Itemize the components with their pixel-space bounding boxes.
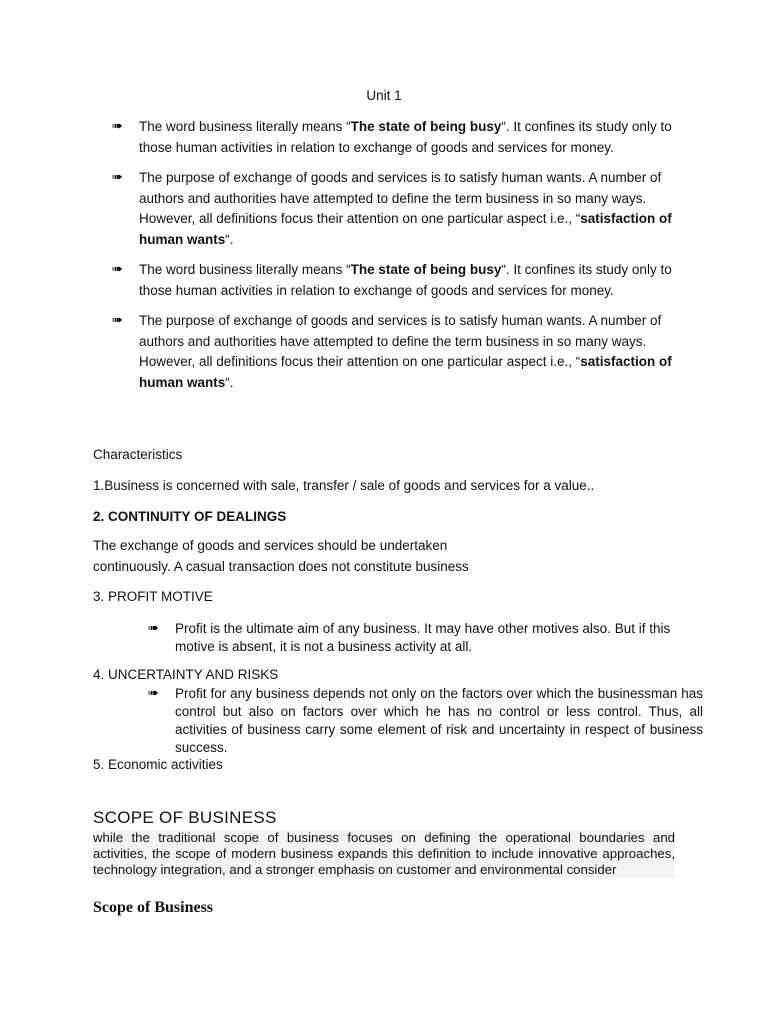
characteristic-item-2-heading: 2. CONTINUITY OF DEALINGS: [93, 509, 287, 524]
uncertainty-bullet: [148, 685, 703, 757]
scope-highlighted-text: while the traditional scope of business focuses on defining the operational boundaries and activities, the scope of modern business expands this definition to include innovative approaches, technology integration, and a stronger emphasis on customer and environmental consider: [93, 830, 675, 877]
characteristic-item-4-heading: 4. UNCERTAINTY AND RISKS: [93, 667, 279, 682]
bullet-text: Profit for any business depends not only on the factors over which the businessman has control but also on factors over which he has no control or less control. Thus, all activities of business carry some element of risk and uncertainty in respect of business success.: [175, 686, 703, 755]
characteristic-item-3-heading: 3. PROFIT MOTIVE: [93, 589, 213, 604]
bullet-text-end: “. It confines its study only to those human activities in relation to exchange of goods and services for money.: [139, 119, 672, 155]
bullet-bold-text: satisfaction of human wants: [139, 354, 672, 390]
bullet-text: Profit is the ultimate aim of any business. It may have other motives also. But if this motive is absent, it is not a business activity at all.: [175, 621, 671, 654]
profit-motive-bullet: [148, 620, 703, 656]
characteristic-item-5-heading: 5. Economic activities: [93, 757, 223, 772]
bullet-text-end: “.: [225, 231, 234, 247]
right-pointing-hand-icon: ➠: [112, 313, 123, 328]
characteristics-heading: Characteristics: [93, 447, 183, 462]
right-pointing-hand-icon: ➠: [112, 170, 123, 185]
bullet-text: The word business literally means “: [139, 119, 351, 134]
definition-bullet-list: [112, 117, 672, 403]
unit-title: Unit 1: [366, 88, 402, 103]
definition-bullet: [112, 311, 672, 393]
scope-heading: SCOPE OF BUSINESS: [93, 808, 277, 827]
bullet-bold-text: The state of being busy: [350, 262, 502, 277]
bullet-bold-text: satisfaction of human wants: [139, 211, 672, 247]
bullet-text-end: “.: [225, 374, 234, 390]
bullet-bold-text: The state of being busy: [350, 119, 502, 134]
definition-bullet: [112, 117, 672, 158]
right-pointing-hand-icon: ➠: [112, 119, 123, 134]
right-pointing-hand-icon: ➠: [148, 686, 159, 701]
right-pointing-hand-icon: ➠: [148, 621, 159, 636]
characteristic-item-2-text: The exchange of goods and services should be undertaken continuously. A casual transaction does not constitute business: [93, 538, 469, 574]
bullet-text: The purpose of exchange of goods and services is to satisfy human wants. A number of authors and authorities have attempted to define the term business in so many ways. However, all definitions focus their attention on one particular aspect i.e., “: [139, 170, 662, 226]
scope-subheading: Scope of Business: [93, 899, 214, 916]
definition-bullet: [112, 260, 672, 301]
characteristic-item-1: 1.Business is concerned with sale, transfer / sale of goods and services for a value..: [93, 478, 595, 493]
bullet-text: The purpose of exchange of goods and services is to satisfy human wants. A number of authors and authorities have attempted to define the term business in so many ways. However, all definitions focus their attention on one particular aspect i.e., “: [139, 313, 662, 369]
bullet-text: The word business literally means “: [139, 262, 351, 277]
right-pointing-hand-icon: ➠: [112, 262, 123, 277]
definition-bullet: [112, 168, 672, 250]
bullet-text-end: “. It confines its study only to those human activities in relation to exchange of goods and services for money.: [139, 262, 672, 298]
